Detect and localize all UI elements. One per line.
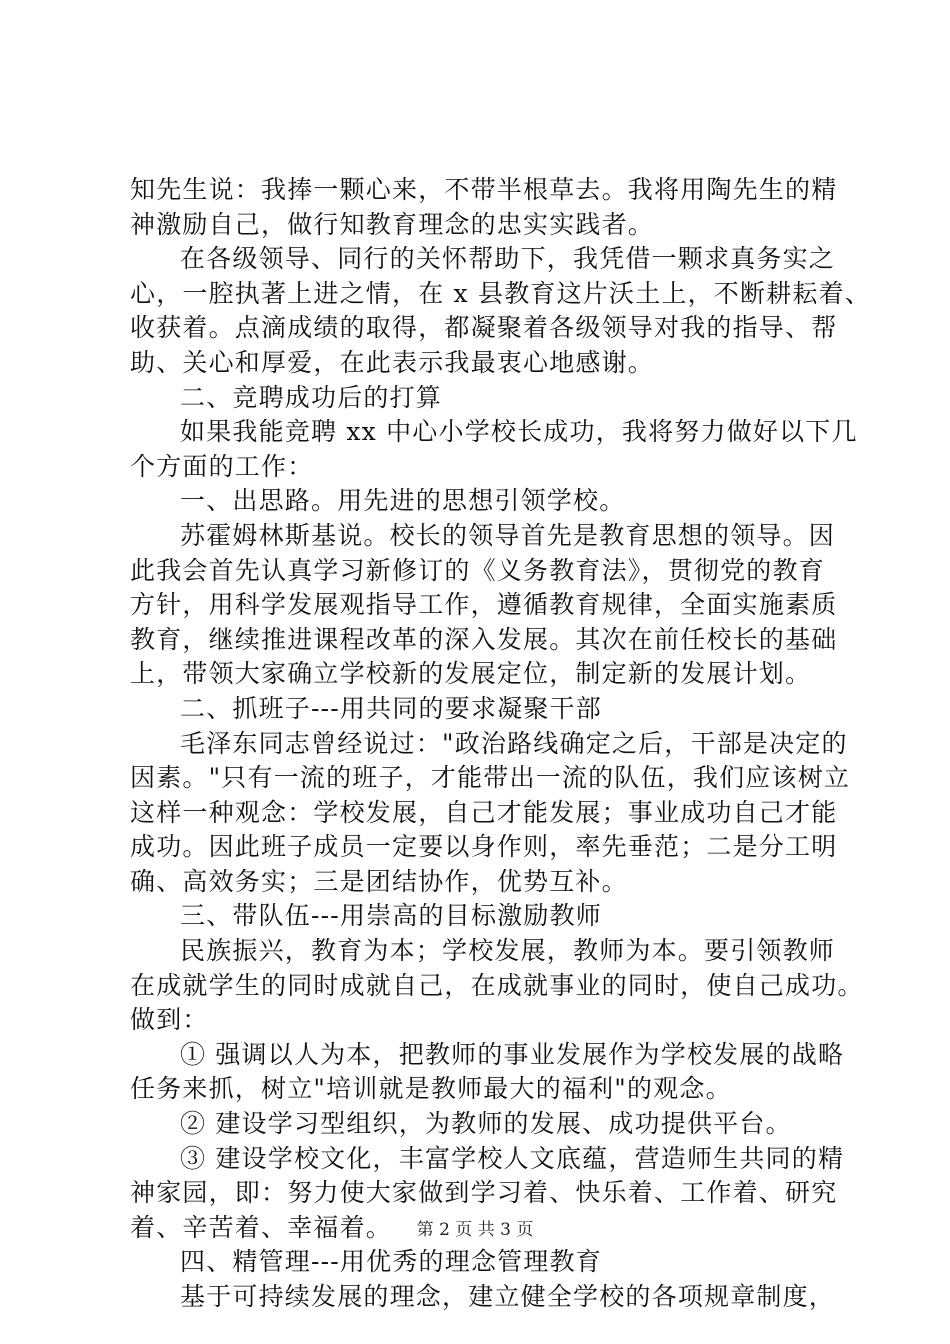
text-line: 教育，继续推进课程改革的深入发展。其次在前任校长的基础 <box>130 624 838 654</box>
paragraph-start-line: 如果我能竞聘 xx 中心小学校长成功，我将努力做好以下几 <box>180 417 858 447</box>
paragraph-start-line: ③ 建设学校文化，丰富学校人文底蕴，营造师生共同的精 <box>180 1143 845 1173</box>
text-line: 神激励自己，做行知教育理念的忠实实践者。 <box>130 209 655 239</box>
text-line: 这样一种观念：学校发展，自己才能发展；事业成功自己才能 <box>130 797 838 827</box>
text-line: 神家园，即：努力使大家做到学习着、快乐着、工作着、研究 <box>130 1178 838 1208</box>
text-line: 上，带领大家确立学校新的发展定位，制定新的发展计划。 <box>130 659 812 689</box>
paragraph-start-line: 基于可持续发展的理念，建立健全学校的各项规章制度， <box>180 1282 836 1311</box>
document-body <box>130 173 871 1315</box>
paragraph-start-line: 二、竞聘成功后的打算 <box>180 382 443 412</box>
paragraph-start-line: 民族振兴，教育为本；学校发展，教师为本。要引领教师 <box>180 936 836 966</box>
text-line: 方针，用科学发展观指导工作，遵循教育规律，全面实施素质 <box>130 590 838 620</box>
text-line: 因素。"只有一流的班子，才能带出一流的队伍，我们应该树立 <box>130 763 851 793</box>
text-line: 着、辛苦着、幸福着。 <box>130 1212 393 1242</box>
text-line: 收获着。点滴成绩的取得，都凝聚着各级领导对我的指导、帮 <box>130 313 838 343</box>
paragraph-start-line: 三、带队伍---用崇高的目标激励教师 <box>180 901 602 931</box>
page-footer: 第 2 页 共 3 页 <box>416 1220 534 1240</box>
paragraph-start-line: 苏霍姆林斯基说。校长的领导首先是教育思想的领导。因 <box>180 520 836 550</box>
text-line: 此我会首先认真学习新修订的《义务教育法》，贯彻党的教育 <box>130 555 825 585</box>
paragraph-start-line: 一、出思路。用先进的思想引领学校。 <box>180 486 626 516</box>
paragraph-start-line: 二、抓班子---用共同的要求凝聚干部 <box>180 693 602 723</box>
paragraph-start-line: 毛泽东同志曾经说过："政治路线确定之后，干部是决定的 <box>180 728 848 758</box>
text-line: 任务来抓，树立"培训就是教师最大的福利"的观念。 <box>130 1074 732 1104</box>
text-line: 助、关心和厚爱，在此表示我最衷心地感谢。 <box>130 347 655 377</box>
paragraph-start-line: ② 建设学习型组织，为教师的发展、成功提供平台。 <box>180 1109 792 1139</box>
paragraph-start-line: 四、精管理---用优秀的理念管理教育 <box>180 1247 602 1277</box>
paragraph-start-line: ① 强调以人为本，把教师的事业发展作为学校发展的战略 <box>180 1039 845 1069</box>
text-line: 做到： <box>130 1005 209 1035</box>
text-line: 确、高效务实；三是团结协作，优势互补。 <box>130 866 628 896</box>
text-line: 成功。因此班子成员一定要以身作则，率先垂范；二是分工明 <box>130 832 838 862</box>
paragraph-start-line: 在各级领导、同行的关怀帮助下，我凭借一颗求真务实之 <box>180 244 836 274</box>
text-line: 心，一腔执著上进之情，在 x 县教育这片沃土上，不断耕耘着、 <box>130 278 871 308</box>
text-line: 在成就学生的同时成就自己，在成就事业的同时，使自己成功。 <box>130 970 864 1000</box>
text-line: 知先生说：我捧一颗心来，不带半根草去。我将用陶先生的精 <box>130 175 838 204</box>
text-line: 个方面的工作： <box>130 451 314 481</box>
